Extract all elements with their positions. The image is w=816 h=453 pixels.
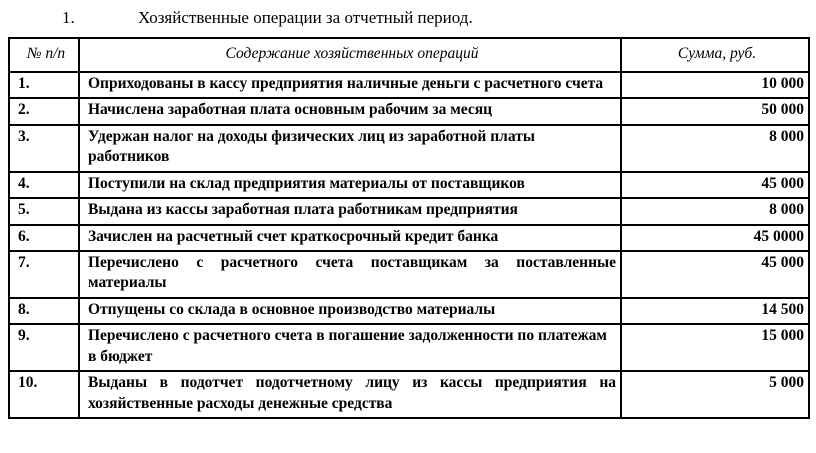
- operation-sum-cell: 45 0000: [621, 225, 809, 251]
- operation-sum-cell: 14 500: [621, 298, 809, 324]
- operation-content-cell: Оприходованы в кассу предприятия наличные деньги с расчетного счета: [79, 72, 621, 98]
- row-number-cell: 4.: [9, 172, 79, 198]
- col-header-content: Содержание хозяйственных операций: [79, 38, 621, 71]
- table-row: [9, 98, 809, 124]
- operation-content-cell: Отпущены со склада в основное производство материалы: [79, 298, 621, 324]
- page-title: [62, 8, 816, 28]
- row-number-cell: 2.: [9, 98, 79, 124]
- operation-content-cell: Перечислено с расчетного счета поставщикам за поставленные материалы: [79, 251, 621, 298]
- operation-content-cell: Выдана из кассы заработная плата работникам предприятия: [79, 198, 621, 224]
- operation-content-cell: Поступили на склад предприятия материалы от поставщиков: [79, 172, 621, 198]
- table-row: [9, 251, 809, 298]
- title-number: 1.: [62, 8, 75, 27]
- table-body: [9, 72, 809, 418]
- table-row: [9, 298, 809, 324]
- row-number-cell: 1.: [9, 72, 79, 98]
- operations-table: [8, 37, 810, 419]
- table-row: [9, 198, 809, 224]
- operation-sum-cell: 45 000: [621, 172, 809, 198]
- table-row: [9, 125, 809, 172]
- row-number-cell: 3.: [9, 125, 79, 172]
- operation-sum-cell: 8 000: [621, 125, 809, 172]
- operation-sum-cell: 5 000: [621, 371, 809, 418]
- operation-sum-cell: 50 000: [621, 98, 809, 124]
- header-row: [9, 38, 809, 71]
- row-number-cell: 6.: [9, 225, 79, 251]
- operation-content-cell: Начислена заработная плата основным рабочим за месяц: [79, 98, 621, 124]
- title-text: Хозяйственные операции за отчетный период.: [138, 8, 473, 27]
- operation-content-cell: Выданы в подотчет подотчетному лицу из кассы предприятия на хозяйственные расходы денежные средства: [79, 371, 621, 418]
- operation-content-cell: Перечислено с расчетного счета в погашение задолженности по платежам в бюджет: [79, 324, 621, 371]
- row-number-cell: 8.: [9, 298, 79, 324]
- table-row: [9, 225, 809, 251]
- table-row: [9, 324, 809, 371]
- operation-sum-cell: 8 000: [621, 198, 809, 224]
- table-row: [9, 172, 809, 198]
- operation-sum-cell: 45 000: [621, 251, 809, 298]
- operation-content-cell: Зачислен на расчетный счет краткосрочный кредит банка: [79, 225, 621, 251]
- col-header-sum: Сумма, руб.: [621, 38, 809, 71]
- table-row: [9, 72, 809, 98]
- table-row: [9, 371, 809, 418]
- row-number-cell: 9.: [9, 324, 79, 371]
- row-number-cell: 5.: [9, 198, 79, 224]
- table-header: [9, 38, 809, 71]
- operation-sum-cell: 15 000: [621, 324, 809, 371]
- operation-content-cell: Удержан налог на доходы физических лиц из заработной платы работников: [79, 125, 621, 172]
- row-number-cell: 10.: [9, 371, 79, 418]
- operation-sum-cell: 10 000: [621, 72, 809, 98]
- col-header-num: № п/п: [9, 38, 79, 71]
- row-number-cell: 7.: [9, 251, 79, 298]
